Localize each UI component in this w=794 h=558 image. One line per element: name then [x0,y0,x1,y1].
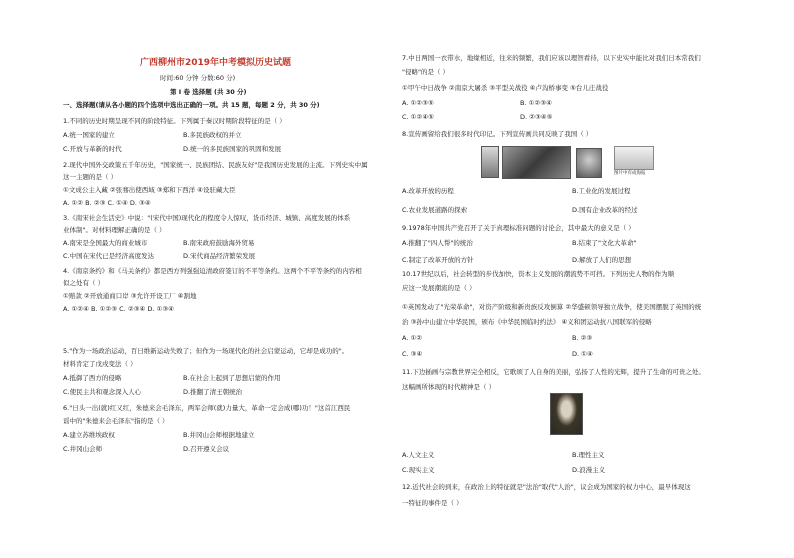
q10-option-b: B. ②③ [572,334,593,342]
q6-cont: 谣中的"朱德来会毛泽东"指的是（ ） [63,417,169,425]
q1-option-a: A.统一国家的建立 [63,131,115,139]
q5-option-a: A.抵御了西方的侵略 [63,374,122,382]
mona-lisa-image [550,393,583,435]
time-score: 时间:60 分钟 分数:60 分) [160,74,236,82]
q7-options: ①甲午中日战争 ②南京大屠杀 ③平型关战役 ④卢沟桥事变 ⑤台儿庄战役 [402,84,609,92]
q3-cont: 业体制"。对材料理解正确的是（ ） [63,226,166,234]
q7: 7.中日两国一衣带水，地缘相近，往来的频繁，我们应该以理智看待，以下史实中能比对我们日本常我们 [402,54,701,62]
q11-option-a: A.人文主义 [402,451,435,459]
poster-1-image [481,146,499,178]
q11-option-b: B.理性主义 [572,451,605,459]
q1-option-c: C.开放与革新的时代 [63,145,122,153]
poster-4-image [614,146,654,170]
q5-cont: 材料肯定了戊戌变法（ ） [63,360,137,368]
q1-option-b: B.多民族政权的并立 [183,131,242,139]
q10-options-2: 治 ③孙中山建立中华民国，颁布《中华民国临时约法》 ④义和团运动抗八国联军的侵略 [402,318,652,326]
q6-option-a: A.建立苏维埃政权 [63,431,115,439]
q3-option-c: C.中国在宋代已是经济高度发达 [63,252,155,260]
q4-options: ①赔款 ②开放通商口岸 ③允许开设工厂 ④割地 [63,292,197,300]
q7-option-d: D. ②③④⑤ [520,113,553,121]
q10-option-c: C. ③④ [402,350,423,358]
q11: 11.下边插画与宗教世界完全相反，它歌颂了人自身的美丽，弘扬了人性的光辉，提升了生命的可贵之处。 [402,368,705,376]
q11-cont: 这幅画所体现的时代精神是（ ） [402,383,496,391]
q7-cont: "侵略"的是（ ） [402,68,450,76]
q12: 12.近代社会的到来，在政治上的特征就是"法治"取代"人治"，议会成为国家的权力中心，最早体现这 [402,483,691,491]
q4: 4.《南京条约》和《马关条约》都是西方列强强迫清政府签订的不平等条约。这两个不平等条约的内容相 [63,267,362,275]
q8-option-b: B.工业化的发展过程 [572,187,631,195]
q4-cont: 似之处有（ ） [63,279,105,287]
q10-cont: 应这一发展潮流的是（ ） [402,284,476,292]
q8-option-d: D.国有企业改革的经过 [572,206,638,214]
q2-cont: 这一主题的是（ ） [63,173,118,181]
q1-option-d: D.统一的多民族国家的巩固和发展 [183,145,282,153]
q9-option-d: D.解放了人们的思想 [572,256,632,264]
poster-caption: 图片中有成海报 [614,171,646,176]
q8-option-a: A.改革开放的历程 [402,187,454,195]
q8: 8.宣传画留给我们很多时代印记。下列宣传画共同反映了我国（ ） [402,130,593,138]
q9: 9.1978年中国共产党召开了关于真理标准问题的讨论会，其中最大的意义是（ ） [402,224,635,232]
q2-options: ①文成公主入藏 ②张骞出使西域 ③郑和下西洋 ④设驻藏大臣 [63,186,236,194]
q5: 5."作为一场政治运动，百日维新运动失败了；但作为一场现代化的社会启蒙运动，它却是成功的"。 [63,347,349,355]
q7-option-a: A. ①②③⑤ [402,99,434,107]
q12-cont: 一特征的事件是（ ） [402,499,463,507]
q3-option-d: D.宋代商品经济繁荣发展 [183,252,256,260]
poster-3-image [576,148,602,178]
q10-options-1: ①英国发动了"光荣革命"，对资产阶级和新贵族反攻倒算 ②华盛顿领导独立战争，使美国摆脱了英国的统 [402,303,702,311]
q2-answers: A. ①② B. ②③ C. ①④ D. ③④ [63,199,151,207]
q6-option-d: D.召开遵义会议 [183,445,230,453]
q9-option-b: B.结束了"文化大革命" [572,239,637,247]
q6-option-c: C.井冈山会师 [63,445,103,453]
q10: 10.17世纪以后，社会转型的步伐加快，资本主义发展的潮流势不可挡。下列历史人物的作为顺 [402,270,675,278]
q6-option-b: B.井冈山会师根据地建立 [183,431,255,439]
q7-option-b: B. ①②③④ [520,99,552,107]
q10-option-d: D. ①④ [572,350,593,358]
q3: 3.《南宋社会生活史》中说："(宋代中国)现代化的程度令人惊叹，货币经济、城镇、高度发展的体系 [63,214,351,222]
q3-option-b: B.南宋政府鼓励海外贸易 [183,239,255,247]
q3-option-a: A.南宋是全国最大的商业城市 [63,239,148,247]
q6: 6."日头一出(就)红又红，朱德来会毛泽东，两军会师(就)力量大，革命一定会成(哪)功！"这首江西民 [63,404,351,412]
q4-answers: A. ①②④ B. ①②③ C. ②③④ D. ①③④ [63,305,174,313]
q11-option-d: D.浪漫主义 [572,466,606,474]
exam-title: 广西柳州市2019年中考模拟历史试题 [140,58,292,68]
q11-option-c: C.现实主义 [402,466,435,474]
q7-option-c: C. ①②④⑤ [402,113,434,121]
q2: 2.现代中国外交政策五千年历史，"国家统一、民族团结、民族友好"是我国历史发展的主流。下列史实中属 [63,161,368,169]
q10-option-a: A. ①② [402,334,423,342]
q9-option-c: C.制定了改革开放的方针 [402,256,474,264]
q5-option-c: C.使民主共和观念深入人心 [63,388,142,396]
q1: 1.不同的历史时期呈现不同的阶段特征。下列属于秦汉时期阶段特征的是（ ） [63,117,286,125]
q5-option-b: B.在社会上起到了思想启蒙的作用 [183,374,281,382]
q8-option-c: C.农业发展道路的探索 [402,206,468,214]
section-heading: 一、选择题(请从各小题的四个选项中选出正确的一项。共 15 题，每题 2 分，共 30 分) [63,101,320,109]
poster-2-image [502,146,571,179]
q5-option-d: D.推翻了清王朝统治 [183,388,243,396]
q9-option-a: A.推翻了"四人帮"的统治 [402,239,473,247]
part-title: 第 I 卷 选择题 (共 30 分) [170,88,247,96]
